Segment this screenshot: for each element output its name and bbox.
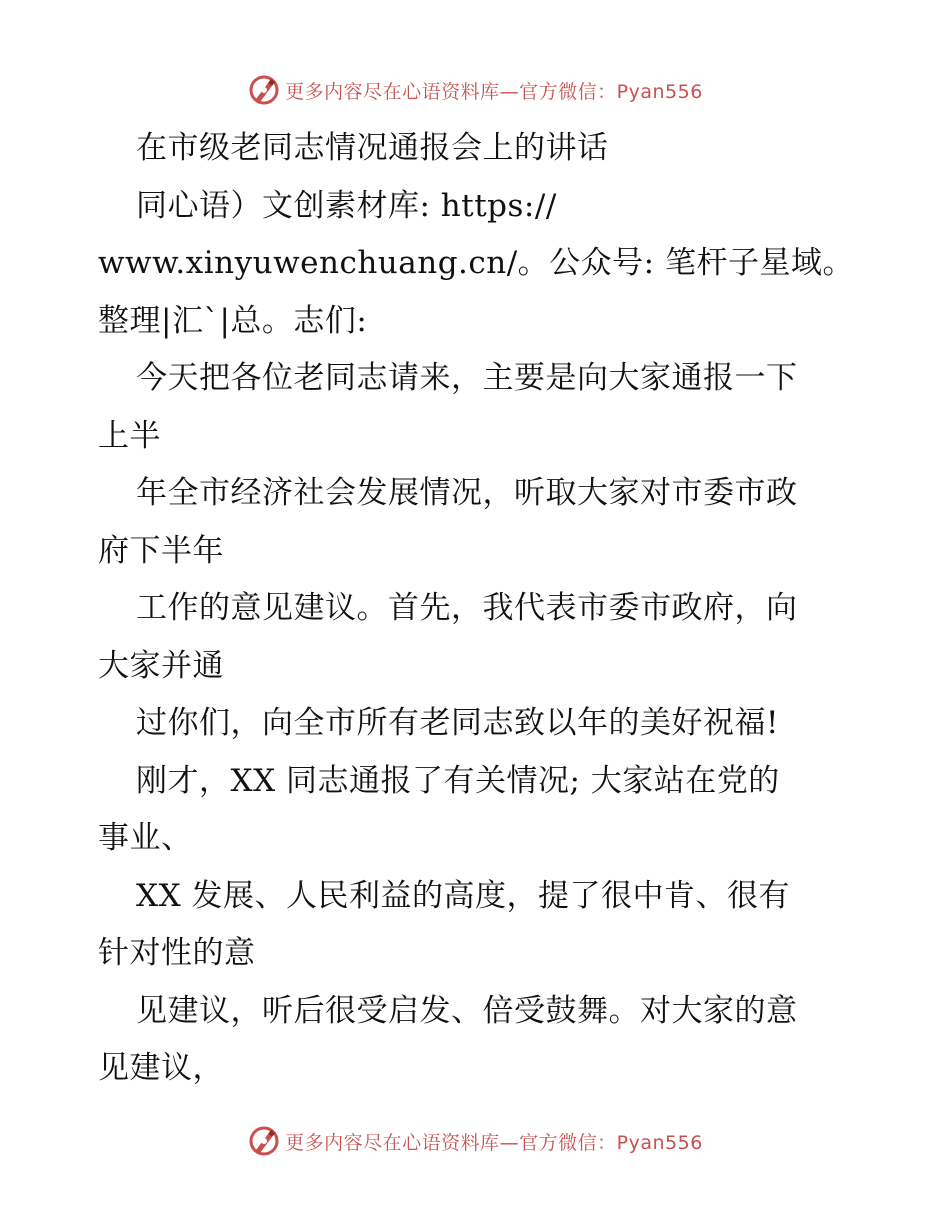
text-line: 大家并通 <box>98 647 224 684</box>
pen-seal-logo-icon <box>247 73 281 107</box>
text-line: 过你们，向全市所有老同志致以年的美好祝福! <box>136 705 779 741</box>
document-body <box>98 120 858 1098</box>
header-watermark <box>0 70 950 110</box>
text-line: 同心语）文创素材库: https:// <box>136 187 557 224</box>
text-line: 事业、 <box>98 820 193 856</box>
text-line: 见建议，听后很受启发、倍受鼓舞。对大家的意 <box>136 992 798 1029</box>
document-title: 在市级老同志情况通报会上的讲话 <box>136 130 609 166</box>
text-line: www.xinyuwenchuang.cn/。公众号: 笔杆子星域。 <box>98 245 854 281</box>
text-line: 刚才，XX 同志通报了有关情况; 大家站在党的 <box>136 762 780 799</box>
text-line: 府下半年 <box>98 532 224 569</box>
text-line: 上半 <box>98 417 161 454</box>
pen-seal-logo-icon <box>247 1124 281 1158</box>
text-line: 工作的意见建议。首先，我代表市委市政府，向 <box>136 590 798 626</box>
watermark-text: 更多内容尽在心语资料库—官方微信：Pyan556 <box>285 80 703 103</box>
watermark-text: 更多内容尽在心语资料库—官方微信：Pyan556 <box>285 1131 703 1154</box>
text-line: 见建议， <box>98 1050 224 1086</box>
footer-watermark <box>0 1121 950 1161</box>
text-line: 今天把各位老同志请来，主要是向大家通报一下 <box>136 360 798 396</box>
text-line: 整理|汇`|总。志们: <box>98 302 368 339</box>
text-line: XX 发展、人民利益的高度，提了很中肯、很有 <box>136 877 790 914</box>
text-line: 年全市经济社会发展情况，听取大家对市委市政 <box>136 475 798 511</box>
text-line: 针对性的意 <box>98 935 256 971</box>
